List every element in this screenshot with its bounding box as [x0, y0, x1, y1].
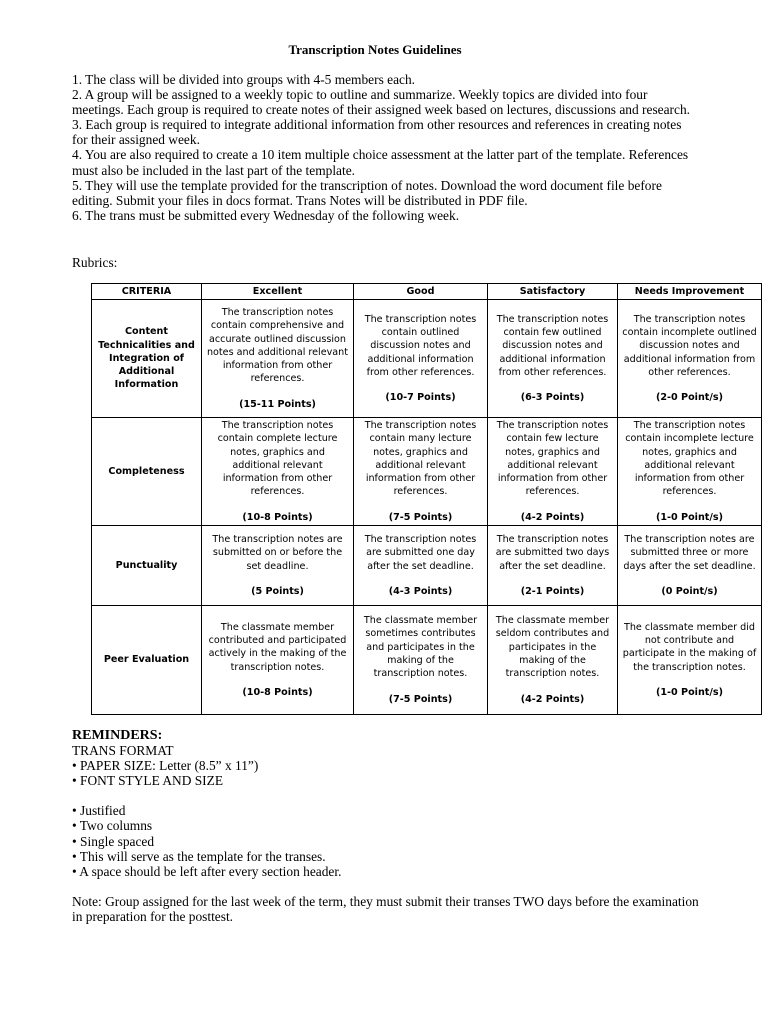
note-text: Note: Group assigned for the last week of the term, they must submit their transes TWO days before the examination in preparation for the posttest. [72, 893, 699, 924]
rubric-cell [354, 526, 488, 606]
style-item: • A space should be left after every section header. [72, 863, 342, 879]
guideline-item: 6. The trans must be submitted every Wednesday of the following week. [72, 207, 460, 223]
table-row [92, 606, 762, 715]
points-label: (0 Point/s) [661, 585, 718, 597]
guideline-item: 1. The class will be divided into groups with 4-5 members each. [72, 72, 416, 87]
points-label: (10-7 Points) [385, 392, 456, 404]
reminders-heading: REMINDERS: [72, 728, 163, 743]
header-excellent: Excellent [202, 284, 354, 300]
points-label: (7-5 Points) [388, 511, 453, 523]
rubric-cell [488, 526, 618, 606]
format-item: • PAPER SIZE: Letter (8.5” x 11”) [72, 758, 259, 774]
header-needs-improvement: Needs Improvement [618, 284, 762, 300]
rubric-cell-text: The transcription notes are submitted one day after the set deadline. [364, 533, 477, 572]
rubric-cell [354, 606, 488, 715]
rubric-cell [618, 606, 762, 715]
criteria-cell: Peer Evaluation [92, 606, 202, 715]
spacer [72, 788, 712, 803]
points-label: (1-0 Point/s) [656, 686, 723, 698]
points-label: (15-11 Points) [239, 398, 316, 410]
format-title: TRANS FORMAT [72, 743, 174, 759]
rubric-cell-text: The transcription notes contain few lecture notes, graphics and additional relevant information from other references. [496, 419, 609, 498]
rubric-cell-text: The transcription notes contain comprehensive and accurate outlined discussion notes and additional relevant information from other references. [206, 306, 349, 385]
spacer [72, 879, 712, 894]
style-item: • Single spaced [72, 833, 155, 849]
style-item: • Justified [72, 803, 126, 819]
rubric-cell [354, 418, 488, 526]
criteria-cell: Completeness [92, 418, 202, 526]
header-good: Good [354, 284, 488, 300]
page-title: Transcription Notes Guidelines [288, 42, 462, 57]
points-label: (4-2 Points) [520, 511, 585, 523]
rubric-cell [488, 606, 618, 715]
rubric-cell-text: The classmate member sometimes contributes and participates in the making of the transcription notes. [363, 615, 478, 680]
points-label: (10-8 Points) [242, 511, 313, 523]
rubric-cell [618, 418, 762, 526]
guideline-item: 5. They will use the template provided for the transcription of notes. Download the word document file before editing. Submit your files in docs format. Trans Notes will be distributed in PDF file. [72, 177, 662, 208]
guideline-item: 2. A group will be assigned to a weekly topic to outline and summarize. Weekly topics are divided into four meetings. Each group is required to create notes of their assigned week based on lectures, discussions and research. [72, 87, 690, 118]
rubric-cell-text: The classmate member did not contribute and participate in the making of the transcription notes. [622, 621, 757, 673]
table-row [92, 300, 762, 418]
guideline-item: 4. You are also required to create a 10 item multiple choice assessment at the latter part of the template. References must also be included in the last part of the template. [72, 147, 689, 178]
points-label: (1-0 Point/s) [656, 511, 723, 523]
rubric-cell [202, 300, 354, 418]
points-label: (10-8 Points) [242, 686, 313, 698]
rubric-cell [618, 526, 762, 606]
rubric-cell-text: The transcription notes contain complete lecture notes, graphics and additional relevant information from other references. [217, 419, 338, 498]
header-satisfactory: Satisfactory [488, 284, 618, 300]
rubric-cell-text: The transcription notes contain outlined discussion notes and additional information from other references. [364, 313, 477, 378]
reminders-section [72, 728, 712, 924]
rubrics-label: Rubrics: [72, 255, 118, 270]
table-row [92, 526, 762, 606]
rubric-cell [202, 526, 354, 606]
points-label: (4-2 Points) [520, 693, 585, 705]
rubric-cell-text: The classmate member contributed and participated actively in the making of the transcription notes. [208, 621, 347, 673]
format-item: • FONT STYLE AND SIZE [72, 773, 223, 789]
rubric-cell-text: The classmate member seldom contributes and participates in the making of the transcription notes. [495, 615, 610, 680]
style-item: • This will serve as the template for the transes. [72, 848, 326, 864]
rubric-cell [354, 300, 488, 418]
rubric-cell [488, 300, 618, 418]
rubric-cell-text: The transcription notes are submitted on or before the set deadline. [212, 533, 343, 572]
guideline-item: 3. Each group is required to integrate additional information from other resources and references in creating notes for their assigned week. [72, 117, 682, 148]
points-label: (6-3 Points) [520, 392, 585, 404]
rubric-cell-text: The transcription notes contain incomplete outlined discussion notes and additional information from other references. [622, 313, 757, 378]
points-label: (2-1 Points) [520, 585, 585, 597]
rubric-cell [202, 606, 354, 715]
criteria-cell: Content Technicalities and Integration of Additional Information [92, 300, 202, 418]
table-header-row [92, 284, 762, 300]
rubric-cell [202, 418, 354, 526]
points-label: (4-3 Points) [388, 585, 453, 597]
rubric-cell-text: The transcription notes are submitted two days after the set deadline. [495, 533, 610, 572]
criteria-cell: Punctuality [92, 526, 202, 606]
points-label: (7-5 Points) [388, 693, 453, 705]
rubric-table [91, 283, 762, 715]
rubric-cell [488, 418, 618, 526]
rubric-cell [618, 300, 762, 418]
points-label: (5 Points) [251, 585, 304, 597]
style-item: • Two columns [72, 818, 153, 834]
header-criteria: CRITERIA [92, 284, 202, 300]
guidelines-list [72, 72, 692, 223]
table-row [92, 418, 762, 526]
rubric-cell-text: The transcription notes contain few outlined discussion notes and additional information from other references. [496, 313, 609, 378]
points-label: (2-0 Point/s) [656, 392, 723, 404]
rubric-cell-text: The transcription notes contain incomplete lecture notes, graphics and additional relevant information from other references. [625, 419, 754, 498]
rubric-cell-text: The transcription notes contain many lecture notes, graphics and additional relevant information from other references. [364, 419, 477, 498]
rubric-cell-text: The transcription notes are submitted three or more days after the set deadline. [623, 533, 756, 572]
